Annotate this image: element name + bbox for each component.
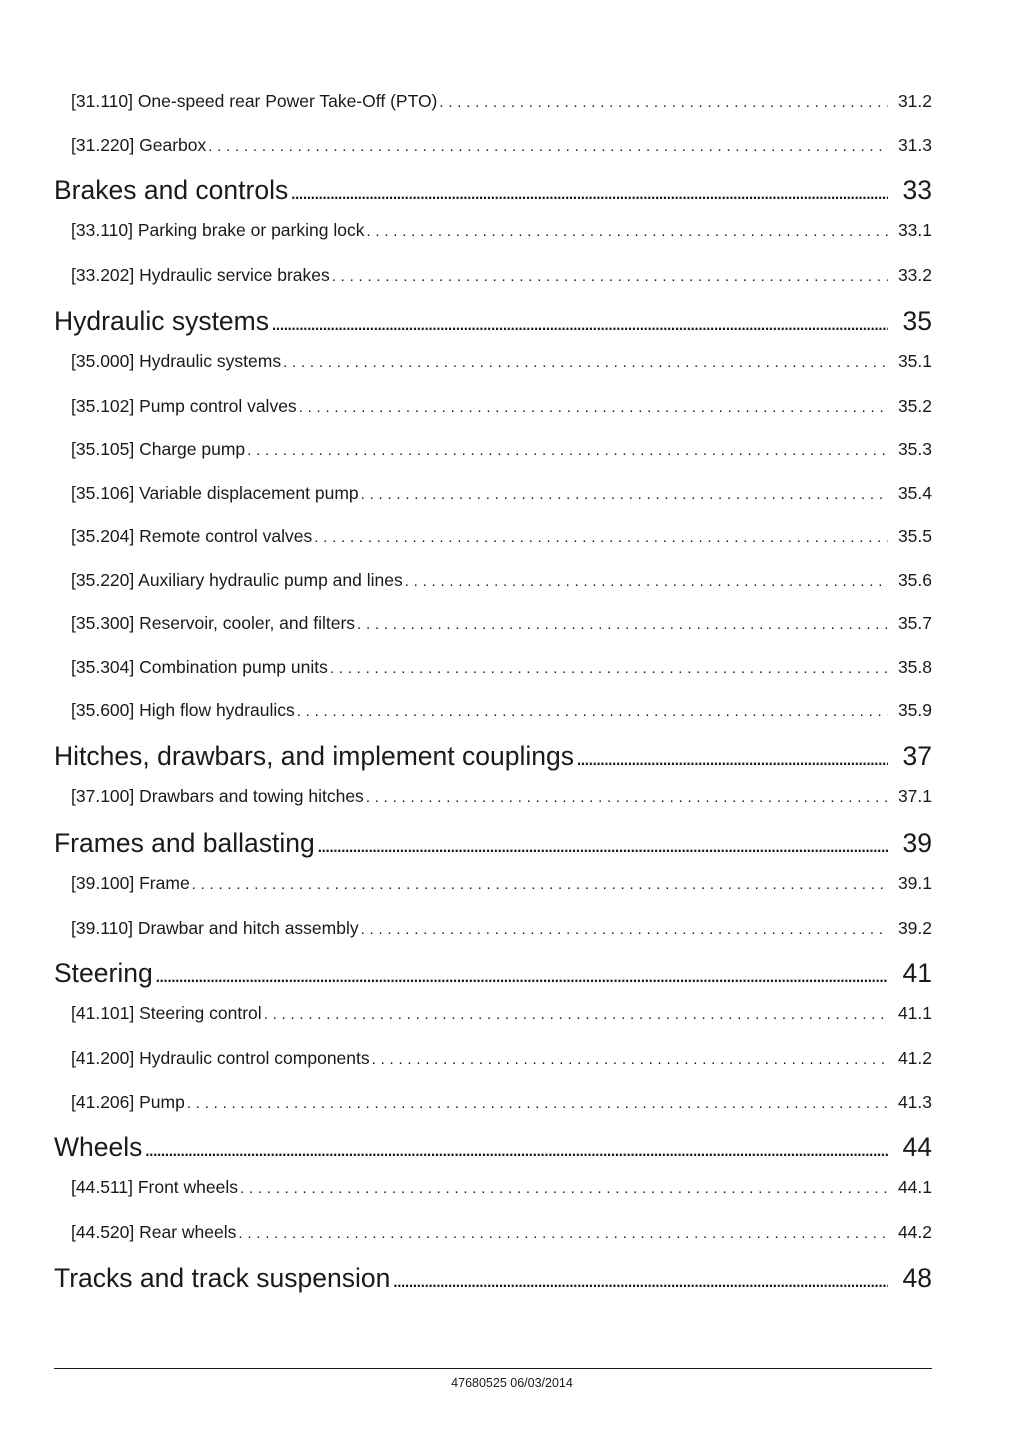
toc-section-entry[interactable] xyxy=(54,820,932,867)
toc-entry-title: [41.206] Pump xyxy=(71,1091,185,1112)
toc-subsection-entry[interactable] xyxy=(54,997,932,1037)
toc-subsection-entry[interactable] xyxy=(54,124,932,168)
dot-leader xyxy=(299,386,888,430)
dot-leader xyxy=(332,255,888,299)
toc-entry-title: [39.100] Frame xyxy=(71,872,190,893)
dot-leader xyxy=(330,647,888,691)
toc-entry-page-number: 39.2 xyxy=(897,917,932,938)
toc-subsection-entry[interactable] xyxy=(54,1081,932,1125)
dot-leader xyxy=(361,908,888,952)
toc-entry-title: [35.105] Charge pump xyxy=(71,439,246,459)
dot-leader xyxy=(187,1082,888,1126)
toc-entry-title: [31.110] One-speed rear Power Take-Off (PTO) xyxy=(71,91,438,111)
dot-leader xyxy=(361,473,888,517)
dot-leader xyxy=(240,1173,888,1205)
toc-entry-page-number: 35.3 xyxy=(897,439,932,459)
toc-subsection-entry[interactable] xyxy=(54,472,932,516)
dot-leader xyxy=(576,734,888,781)
toc-subsection-entry[interactable] xyxy=(54,345,932,385)
toc-subsection-entry[interactable] xyxy=(54,254,932,298)
toc-subsection-entry[interactable] xyxy=(54,1211,932,1255)
toc-entry-title: [35.600] High flow hydraulics xyxy=(71,700,295,720)
toc-entry-page-number: 35.5 xyxy=(897,526,932,546)
toc-entry-page-number: 41 xyxy=(902,958,932,988)
table-of-contents xyxy=(54,80,932,1302)
dot-leader xyxy=(144,1125,888,1172)
toc-entry-title: [31.220] Gearbox xyxy=(71,134,207,155)
toc-entry-title: [44.511] Front wheels xyxy=(71,1177,238,1197)
toc-subsection-entry[interactable] xyxy=(54,780,932,820)
toc-entry-title: [35.106] Variable displacement pump xyxy=(71,482,359,503)
dot-leader xyxy=(372,1038,888,1082)
toc-entry-title: [35.000] Hydraulic systems xyxy=(71,350,282,371)
dot-leader xyxy=(283,347,888,379)
toc-section-entry[interactable] xyxy=(54,167,932,214)
toc-entry-page-number: 35.1 xyxy=(897,350,932,371)
dot-leader xyxy=(155,951,888,998)
toc-subsection-entry[interactable] xyxy=(54,214,932,254)
toc-subsection-entry[interactable] xyxy=(54,646,932,690)
toc-entry-title: Tracks and track suspension xyxy=(54,1262,391,1293)
toc-subsection-entry[interactable] xyxy=(54,907,932,951)
dot-leader xyxy=(192,869,888,901)
toc-subsection-entry[interactable] xyxy=(54,867,932,907)
dot-leader xyxy=(208,125,888,169)
toc-subsection-entry[interactable] xyxy=(54,1171,932,1211)
toc-entry-page-number: 35.6 xyxy=(897,569,932,590)
toc-section-entry[interactable] xyxy=(54,1124,932,1171)
toc-entry-title: [44.520] Rear wheels xyxy=(71,1222,237,1242)
toc-entry-page-number: 41.3 xyxy=(897,1091,932,1112)
dot-leader xyxy=(290,168,888,215)
dot-leader xyxy=(264,999,888,1031)
toc-entry-page-number: 35.2 xyxy=(897,395,932,416)
toc-entry-page-number: 37.1 xyxy=(897,785,932,806)
toc-section-entry[interactable] xyxy=(54,950,932,997)
toc-entry-title: Wheels xyxy=(54,1132,143,1162)
toc-section-entry[interactable] xyxy=(54,298,932,345)
toc-entry-page-number: 37 xyxy=(902,740,932,771)
dot-leader xyxy=(247,429,888,473)
dot-leader xyxy=(392,1256,888,1303)
dot-leader xyxy=(317,821,888,868)
toc-subsection-entry[interactable] xyxy=(54,385,932,429)
toc-entry-page-number: 31.2 xyxy=(897,91,932,111)
toc-entry-title: Brakes and controls xyxy=(54,175,289,205)
toc-entry-page-number: 44 xyxy=(902,1132,932,1162)
toc-entry-page-number: 35.8 xyxy=(897,656,932,677)
footer-document-id: 47680525 06/03/2014 xyxy=(451,1376,573,1390)
toc-entry-page-number: 41.2 xyxy=(897,1048,932,1068)
toc-subsection-entry[interactable] xyxy=(54,602,932,646)
dot-leader xyxy=(366,782,888,814)
toc-entry-title: [41.200] Hydraulic control components xyxy=(71,1048,370,1068)
toc-entry-page-number: 39.1 xyxy=(897,872,932,893)
toc-subsection-entry[interactable] xyxy=(54,428,932,472)
toc-entry-title: [35.300] Reservoir, cooler, and filters xyxy=(71,613,356,633)
dot-leader xyxy=(314,516,888,560)
dot-leader xyxy=(238,1212,888,1256)
toc-entry-page-number: 35.9 xyxy=(897,700,932,720)
toc-entry-title: [39.110] Drawbar and hitch assembly xyxy=(71,917,359,938)
toc-entry-title: [41.101] Steering control xyxy=(71,1003,262,1023)
toc-entry-title: [33.110] Parking brake or parking lock xyxy=(71,220,365,240)
dot-leader xyxy=(357,603,888,647)
toc-entry-title: [35.220] Auxiliary hydraulic pump and lines xyxy=(71,569,403,590)
dot-leader xyxy=(297,690,888,734)
toc-entry-page-number: 33 xyxy=(902,175,932,205)
toc-entry-title: Steering xyxy=(54,958,153,988)
toc-subsection-entry[interactable] xyxy=(54,1037,932,1081)
toc-entry-page-number: 39 xyxy=(902,827,932,858)
dot-leader xyxy=(405,560,888,604)
toc-entry-page-number: 31.3 xyxy=(897,134,932,155)
toc-entry-title: Frames and ballasting xyxy=(54,827,315,858)
dot-leader xyxy=(366,216,888,248)
toc-entry-page-number: 41.1 xyxy=(897,1003,932,1023)
toc-entry-title: [35.304] Combination pump units xyxy=(71,656,328,677)
toc-subsection-entry[interactable] xyxy=(54,689,932,733)
toc-entry-page-number: 44.1 xyxy=(897,1177,932,1197)
toc-entry-title: Hydraulic systems xyxy=(54,305,269,336)
toc-entry-page-number: 35 xyxy=(902,305,932,336)
toc-section-entry[interactable] xyxy=(54,733,932,780)
toc-subsection-entry[interactable] xyxy=(54,515,932,559)
toc-entry-title: [37.100] Drawbars and towing hitches xyxy=(71,785,364,806)
toc-entry-title: [35.102] Pump control valves xyxy=(71,395,297,416)
toc-subsection-entry[interactable] xyxy=(54,80,932,124)
toc-entry-page-number: 33.2 xyxy=(897,265,932,285)
toc-entry-title: [35.204] Remote control valves xyxy=(71,526,313,546)
toc-entry-title: Hitches, drawbars, and implement couplings xyxy=(54,740,574,771)
toc-section-entry[interactable] xyxy=(54,1255,932,1302)
toc-entry-page-number: 48 xyxy=(902,1262,932,1293)
dot-leader xyxy=(439,81,888,125)
toc-entry-page-number: 35.7 xyxy=(897,613,932,633)
footer-divider xyxy=(54,1368,932,1369)
dot-leader xyxy=(271,299,888,346)
toc-entry-page-number: 35.4 xyxy=(897,482,932,503)
toc-subsection-entry[interactable] xyxy=(54,559,932,603)
toc-entry-title: [33.202] Hydraulic service brakes xyxy=(71,265,330,285)
toc-entry-page-number: 44.2 xyxy=(897,1222,932,1242)
toc-entry-page-number: 33.1 xyxy=(897,220,932,240)
